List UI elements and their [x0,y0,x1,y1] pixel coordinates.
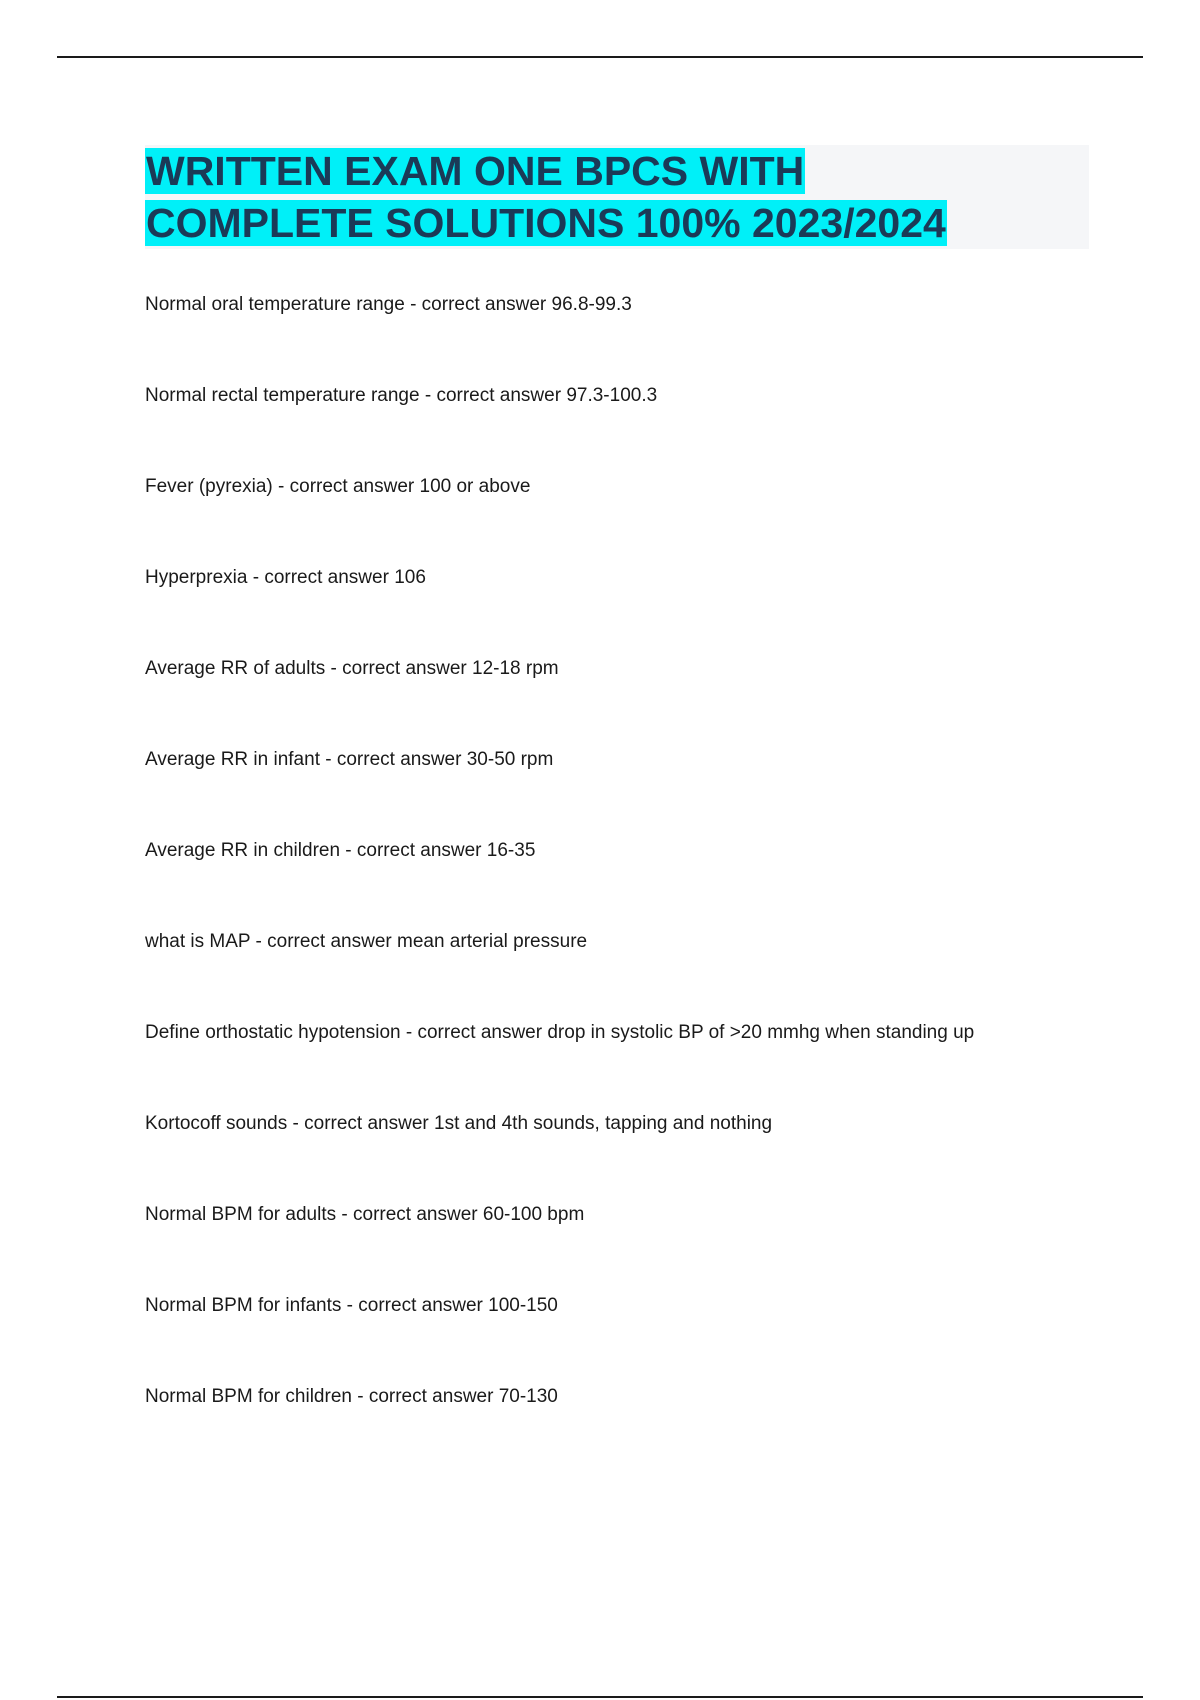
title-block [145,145,1089,249]
qa-item-rectal-temperature: Normal rectal temperature range - correct answer 97.3-100.3 [145,385,658,406]
qa-item-rr-children: Average RR in children - correct answer 16-35 [145,840,536,861]
title-line-2: COMPLETE SOLUTIONS 100% 2023/2024 [146,200,946,246]
qa-list [145,287,1105,1470]
document-title [145,145,1089,249]
qa-item-hyperprexia: Hyperprexia - correct answer 106 [145,567,426,588]
qa-item-kortocoff-sounds: Kortocoff sounds - correct answer 1st and 4th sounds, tapping and nothing [145,1113,773,1134]
qa-item-oral-temperature: Normal oral temperature range - correct answer 96.8-99.3 [145,294,632,315]
qa-item-bpm-infants: Normal BPM for infants - correct answer 100-150 [145,1295,558,1316]
qa-item-bpm-children: Normal BPM for children - correct answer 70-130 [145,1386,558,1407]
footer-rule [57,1696,1143,1698]
qa-item-fever: Fever (pyrexia) - correct answer 100 or above [145,476,531,497]
qa-item-rr-infant: Average RR in infant - correct answer 30-50 rpm [145,749,554,770]
qa-item-bpm-adults: Normal BPM for adults - correct answer 60-100 bpm [145,1204,585,1225]
qa-item-map: what is MAP - correct answer mean arterial pressure [145,931,588,952]
header-rule [57,56,1143,58]
title-line-1: WRITTEN EXAM ONE BPCS WITH [146,148,805,194]
qa-item-orthostatic-hypotension: Define orthostatic hypotension - correct answer drop in systolic BP of >20 mmhg when standing up [145,1022,975,1043]
qa-item-rr-adults: Average RR of adults - correct answer 12-18 rpm [145,658,559,679]
